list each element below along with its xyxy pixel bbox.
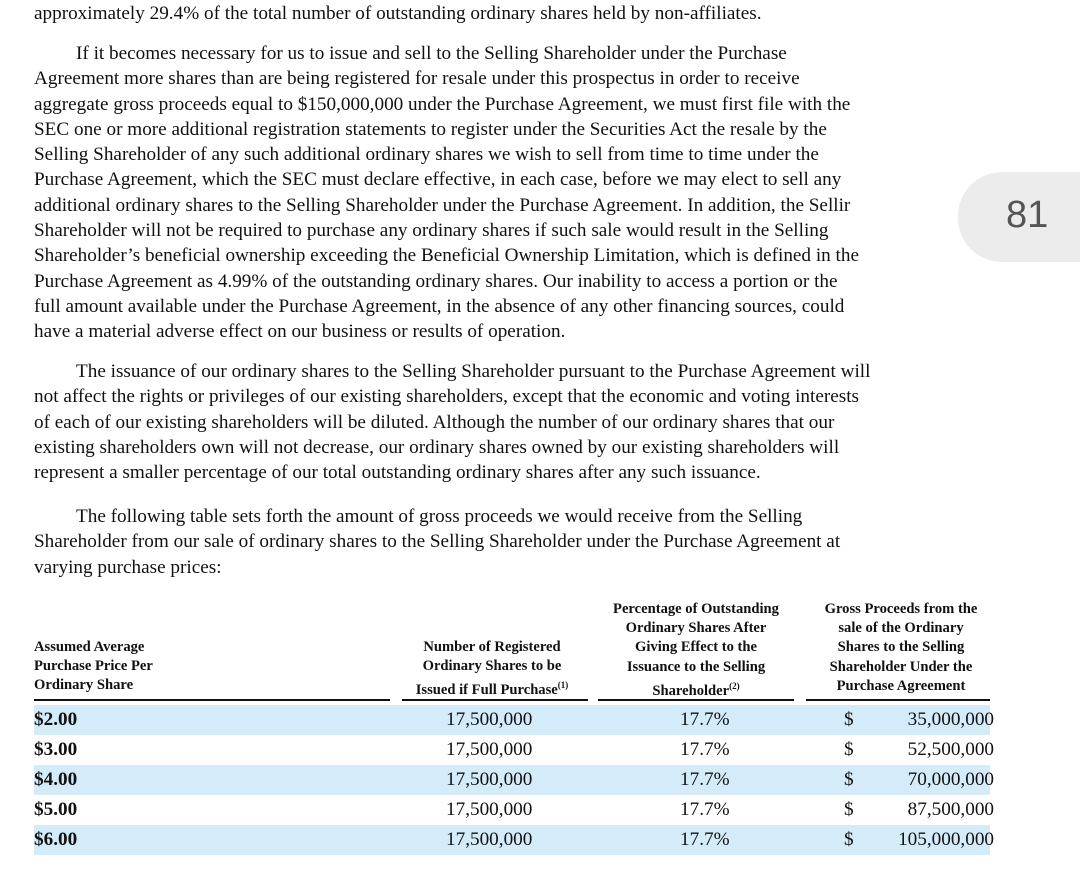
cell-percentage: 17.7%: [680, 799, 730, 820]
text-line: have a material adverse effect on our business or results of operation.: [34, 321, 566, 343]
header-line-text: Shareholder: [652, 682, 730, 699]
text-line: Agreement more shares than are being registered for resale under this prospectus in order to receive: [34, 68, 800, 90]
text-line: The issuance of our ordinary shares to the Selling Shareholder pursuant to the Purchase Agreement will: [76, 361, 871, 382]
header-line: Assumed Average: [34, 639, 145, 655]
header-line: [402, 676, 582, 700]
header-registered-shares: [402, 638, 582, 700]
cell-percentage: 17.7%: [680, 739, 730, 760]
cell-price: $3.00: [34, 739, 78, 760]
paragraph-additional-registration: [34, 41, 994, 345]
page-number-badge: [958, 172, 1080, 262]
table-row: [34, 765, 994, 795]
text-line: full amount available under the Purchase Agreement, in the absence of any other financing sources, could: [34, 295, 845, 317]
cell-shares: 17,500,000: [446, 769, 533, 790]
text-line: represent a smaller percentage of our total outstanding ordinary shares after any such issuance.: [34, 462, 761, 484]
text-line: aggregate gross proceeds equal to $150,000,000 under the Purchase Agreement, we must first file with the: [34, 93, 851, 115]
cell-shares: 17,500,000: [446, 739, 533, 760]
header-line: Gross Proceeds from the: [824, 601, 978, 617]
header-line: Purchase Agreement: [836, 677, 966, 694]
text-line: Shareholder from our sale of ordinary shares to the Selling Shareholder under the Purchase Agreement at: [34, 531, 841, 553]
header-line-text: Issued if Full Purchase: [415, 682, 558, 699]
cell-percentage: 17.7%: [680, 769, 730, 790]
text-line: varying purchase prices:: [34, 556, 222, 578]
header-line: Purchase Price Per: [34, 658, 153, 675]
cell-currency-symbol: $: [844, 829, 854, 850]
text-line: The following table sets forth the amount of gross proceeds we would receive from the Selling: [76, 506, 803, 527]
header-percentage-outstanding: [598, 600, 794, 701]
text-line: additional ordinary shares to the Selling Shareholder under the Purchase Agreement. In addition, the Sellir: [34, 194, 851, 216]
cell-percentage: 17.7%: [680, 829, 730, 850]
footnote-marker: (2): [729, 680, 740, 691]
cell-price: $4.00: [34, 769, 78, 790]
text-line: Shareholder’s beneficial ownership exceeding the Beneficial Ownership Limitation, which is defined in the: [34, 245, 859, 267]
header-line: Number of Registered: [423, 639, 561, 655]
cell-currency-symbol: $: [844, 799, 854, 820]
paragraph-ownership-note: [34, 1, 994, 26]
cell-price: $2.00: [34, 709, 78, 730]
cell-currency-symbol: $: [844, 769, 854, 790]
text-line: approximately 29.4% of the total number of outstanding ordinary shares held by non-affiliates.: [34, 3, 762, 24]
footnote-marker: (1): [557, 680, 569, 691]
header-line: Shares to the Selling: [837, 639, 965, 656]
cell-shares: 17,500,000: [446, 829, 533, 850]
text-line: Shareholder will not be required to purchase any ordinary shares if such sale would result in the Selling: [34, 220, 829, 242]
header-line: Ordinary Share: [34, 677, 134, 694]
paragraph-dilution: [34, 359, 994, 485]
table-row: [34, 825, 994, 855]
cell-shares: 17,500,000: [446, 709, 533, 730]
header-line: Percentage of Outstanding: [613, 601, 779, 617]
paragraph-table-intro: [34, 504, 994, 580]
table-row: [34, 735, 994, 765]
text-line: Purchase Agreement, which the SEC must declare effective, in each case, before we may elect to sell any: [34, 169, 842, 191]
text-line: existing shareholders own will not decrease, our ordinary shares owned by our existing shareholders will: [34, 436, 840, 458]
header-rule: [34, 699, 390, 701]
text-line: Selling Shareholder of any such additional ordinary shares we wish to sell from time to time under the: [34, 144, 819, 166]
header-rule: [598, 699, 794, 701]
cell-price: $6.00: [34, 829, 78, 850]
header-line: [598, 677, 794, 701]
table-row: [34, 795, 994, 825]
header-line: sale of the Ordinary: [838, 620, 964, 637]
cell-gross-proceeds: 87,500,000: [907, 799, 994, 820]
cell-percentage: 17.7%: [680, 709, 730, 730]
header-line: Ordinary Shares to be: [422, 658, 562, 675]
cell-currency-symbol: $: [844, 739, 854, 760]
text-line: Purchase Agreement as 4.99% of the outstanding ordinary shares. Our inability to access a portion or the: [34, 270, 838, 292]
header-line: Ordinary Shares After: [625, 620, 767, 637]
header-line: Shareholder Under the: [829, 658, 973, 675]
cell-gross-proceeds: 52,500,000: [907, 739, 994, 760]
cell-shares: 17,500,000: [446, 799, 533, 820]
cell-price: $5.00: [34, 799, 78, 820]
text-line: not affect the rights or privileges of our existing shareholders, except that the economic and voting interests: [34, 386, 860, 408]
cell-gross-proceeds: 70,000,000: [907, 769, 994, 790]
page-number: 81: [1006, 194, 1049, 236]
header-gross-proceeds: [810, 600, 992, 696]
header-purchase-price: [34, 638, 153, 696]
table-row: [34, 705, 994, 735]
header-rule: [806, 699, 990, 701]
cell-currency-symbol: $: [844, 709, 854, 730]
cell-gross-proceeds: 35,000,000: [907, 709, 994, 730]
header-line: Issuance to the Selling: [626, 658, 766, 675]
cell-gross-proceeds: 105,000,000: [898, 829, 994, 850]
text-line: SEC one or more additional registration statements to register under the Securities Act the resale by the: [34, 118, 827, 140]
header-rule: [402, 699, 588, 701]
text-line: If it becomes necessary for us to issue and sell to the Selling Shareholder under the Purchase: [76, 43, 787, 64]
header-line: Giving Effect to the: [635, 639, 757, 656]
text-line: of each of our existing shareholders will be diluted. Although the number of our ordinary shares that our: [34, 411, 835, 433]
